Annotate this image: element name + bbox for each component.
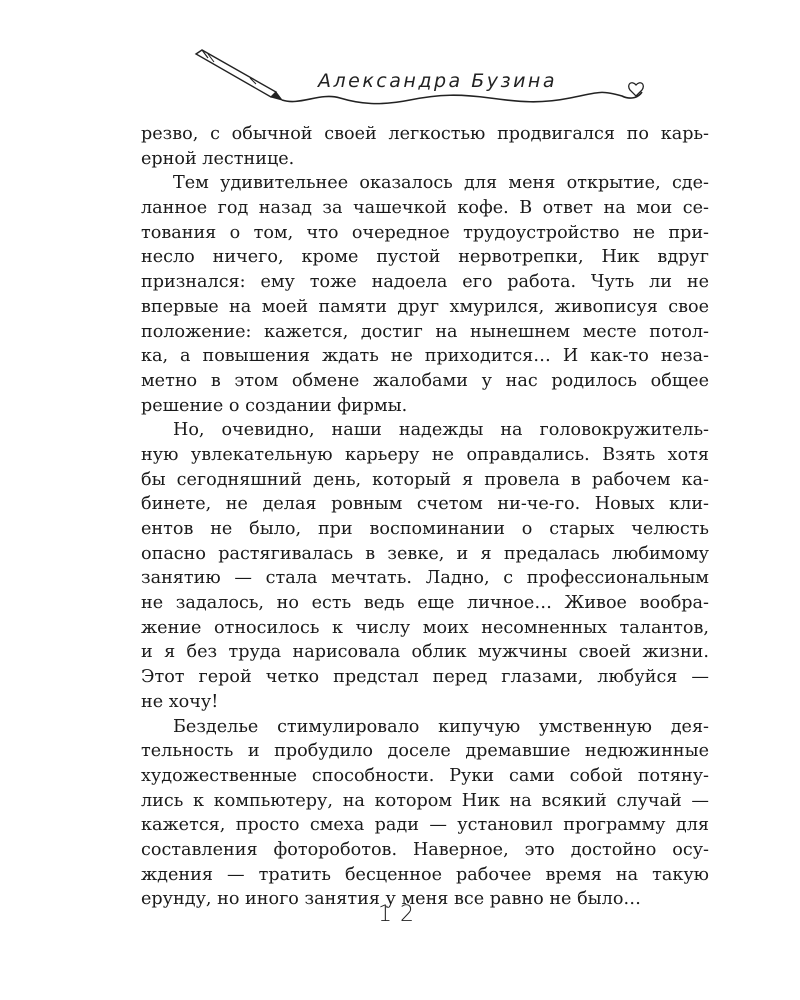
text-line: составления фотороботов. Наверное, это достойно осу- <box>141 839 709 860</box>
text-line: и я без труда нарисовала облик мужчины своей жизни. <box>141 642 709 663</box>
text-line: лись к компьютеру, на котором Ник на всякий случай — <box>141 790 709 811</box>
text-line: метно в этом обмене жалобами у нас родилось общее <box>141 370 709 391</box>
text-line: положение: кажется, достиг на нынешнем месте потол- <box>141 321 709 342</box>
text-line: резво, с обычной своей легкостью продвигался по карь- <box>141 124 709 144</box>
text-line: занятию — стала мечтать. Ладно, с профессиональным <box>141 568 709 589</box>
text-line: бинете, не делая ровным счетом ни-че-го. Новых кли- <box>141 494 709 515</box>
text-line: ерунду, но иного занятия у меня все равно не было… <box>141 889 642 910</box>
text-line: ланное год назад за чашечкой кофе. В ответ на мои се- <box>141 198 709 219</box>
body-text <box>141 122 709 912</box>
text-line: ную увлекательную карьеру не оправдались. Взять хотя <box>141 444 709 465</box>
text-line: Тем удивительнее оказалось для меня открытие, сде- <box>173 173 709 194</box>
text-line: признался: ему тоже надоела его работа. Чуть ли не <box>141 272 709 293</box>
text-line: жение относилось к числу моих несомненных талантов, <box>141 617 709 638</box>
text-line: Безделье стимулировало кипучую умственную дея- <box>173 716 709 737</box>
running-header <box>190 40 660 115</box>
text-line: Но, очевидно, наши надежды на головокружитель- <box>173 420 709 441</box>
text-line: не хочу! <box>141 691 219 712</box>
text-line: впервые на моей памяти друг хмурился, живописуя свое <box>141 296 709 317</box>
text-line: ждения — тратить бесценное рабочее время на такую <box>141 864 709 885</box>
wavy-underline <box>282 92 642 104</box>
text-line: ерной лестнице. <box>141 148 295 169</box>
page-number: 12 <box>378 902 422 927</box>
text-line: тельность и пробудило доселе дремавшие недюжинные <box>141 741 709 762</box>
text-line: Этот герой четко предстал перед глазами, любуйся — <box>141 667 709 688</box>
text-line: тования о том, что очередное трудоустройство не при- <box>141 222 709 243</box>
text-line: опасно растягивалась в зевке, и я предалась любимому <box>141 543 709 564</box>
text-line: кажется, просто смеха ради — установил программу для <box>141 815 709 836</box>
text-line: художественные способности. Руки сами собой потяну- <box>141 765 709 786</box>
author-name: Александра Бузина <box>318 70 557 92</box>
pen-icon <box>196 50 282 100</box>
text-line: ка, а повышения ждать не приходится… И как-то неза- <box>141 346 709 367</box>
text-line: не задалось, но есть ведь еще личное… Живое вообра- <box>141 593 709 614</box>
text-line: бы сегодняшний день, который я провела в рабочем ка- <box>141 469 709 490</box>
text-line: несло ничего, кроме пустой нервотрепки, Ник вдруг <box>141 247 709 268</box>
text-line: решение о создании фирмы. <box>141 395 408 416</box>
text-line: ентов не было, при воспоминании о старых челюсть <box>141 519 709 539</box>
